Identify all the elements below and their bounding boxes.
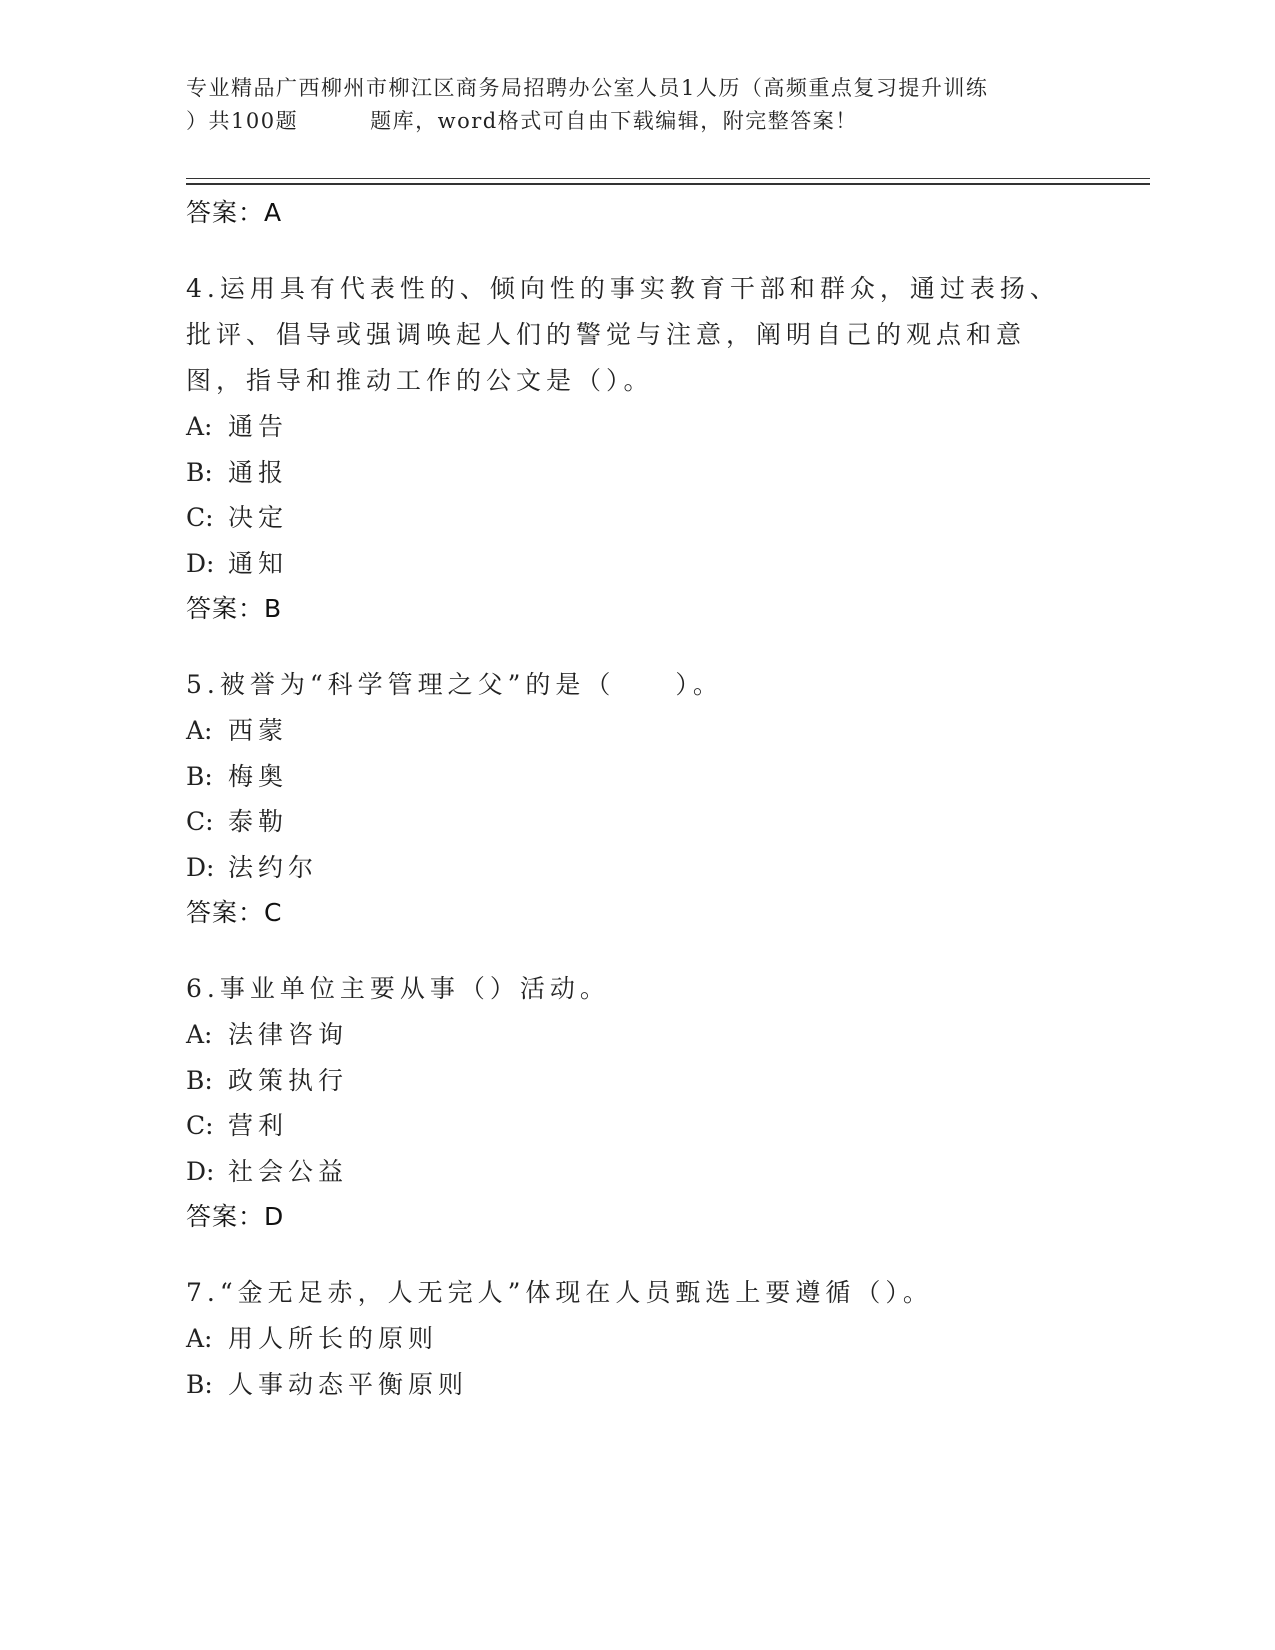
header-title-line2 — [186, 105, 1086, 138]
option-text: 政策执行 — [228, 1065, 349, 1095]
option-a — [186, 1316, 1066, 1362]
option-text: 通知 — [228, 548, 289, 578]
answer-line: 答案：B — [186, 594, 283, 623]
header-title-line1: 专业精品广西柳州市柳江区商务局招聘办公室人员1人历（高频重点复习提升训练 — [186, 76, 989, 100]
header-title-line2-part1: ）共100题 — [186, 109, 299, 133]
option-text: 通告 — [228, 412, 289, 441]
option-letter: D: — [186, 1156, 215, 1186]
option-letter: A: — [186, 716, 213, 745]
question-text: 4.运用具有代表性的、倾向性的事实教育干部和群众，通过表扬、批评、倡导或强调唤起人们的警觉与注意，阐明自己的观点和意图，指导和推动工作的公文是（）。 — [186, 274, 1060, 395]
option-letter: A: — [186, 412, 213, 441]
option-b — [186, 1362, 1066, 1408]
option-a — [186, 404, 1066, 450]
option-letter: B: — [186, 457, 213, 487]
option-d — [186, 541, 1066, 587]
option-text: 决定 — [228, 503, 289, 532]
option-letter: B: — [186, 761, 213, 791]
option-letter: C: — [186, 1111, 214, 1140]
option-letter: A: — [186, 1020, 213, 1049]
answer-line: 答案：A — [186, 198, 283, 227]
option-text: 梅奥 — [228, 761, 289, 791]
option-text: 用人所长的原则 — [228, 1324, 439, 1353]
option-text: 通报 — [228, 457, 289, 487]
option-text: 营利 — [228, 1111, 289, 1140]
header-divider-thin — [186, 178, 1150, 179]
document-header — [186, 72, 1086, 138]
option-b — [186, 450, 1066, 496]
option-letter: A: — [186, 1324, 213, 1353]
option-a — [186, 1012, 1066, 1058]
question-text: 6.事业单位主要从事（）活动。 — [186, 974, 610, 1003]
header-divider-thick — [186, 183, 1150, 185]
option-c — [186, 1103, 1066, 1149]
question-block — [186, 266, 1066, 632]
answer-line: 答案：D — [186, 1202, 285, 1231]
option-letter: D: — [186, 548, 215, 578]
question-block — [186, 662, 1066, 936]
document-body — [186, 190, 1066, 1407]
option-text: 西蒙 — [228, 716, 289, 745]
question-block — [186, 966, 1066, 1240]
option-d — [186, 1149, 1066, 1195]
question-text: 5.被誉为“科学管理之父”的是（ ）。 — [186, 670, 723, 699]
question-block — [186, 1270, 1066, 1407]
option-letter: D: — [186, 852, 215, 882]
option-letter: C: — [186, 503, 214, 532]
option-a — [186, 708, 1066, 754]
option-letter: B: — [186, 1369, 213, 1399]
option-text: 法约尔 — [228, 852, 319, 882]
option-letter: C: — [186, 807, 214, 836]
option-c — [186, 495, 1066, 541]
header-title-line2-part2: 题库，word格式可自由下载编辑，附完整答案！ — [370, 109, 858, 133]
option-d — [186, 845, 1066, 891]
option-b — [186, 754, 1066, 800]
question-text: 7.“金无足赤，人无完人”体现在人员甄选上要遵循（）。 — [186, 1278, 933, 1307]
answer-line: 答案：C — [186, 898, 283, 927]
option-letter: B: — [186, 1065, 213, 1095]
option-text: 社会公益 — [228, 1156, 349, 1186]
option-c — [186, 799, 1066, 845]
option-text: 法律咨询 — [228, 1020, 349, 1049]
option-text: 泰勒 — [228, 807, 289, 836]
option-b — [186, 1058, 1066, 1104]
option-text: 人事动态平衡原则 — [228, 1369, 469, 1399]
